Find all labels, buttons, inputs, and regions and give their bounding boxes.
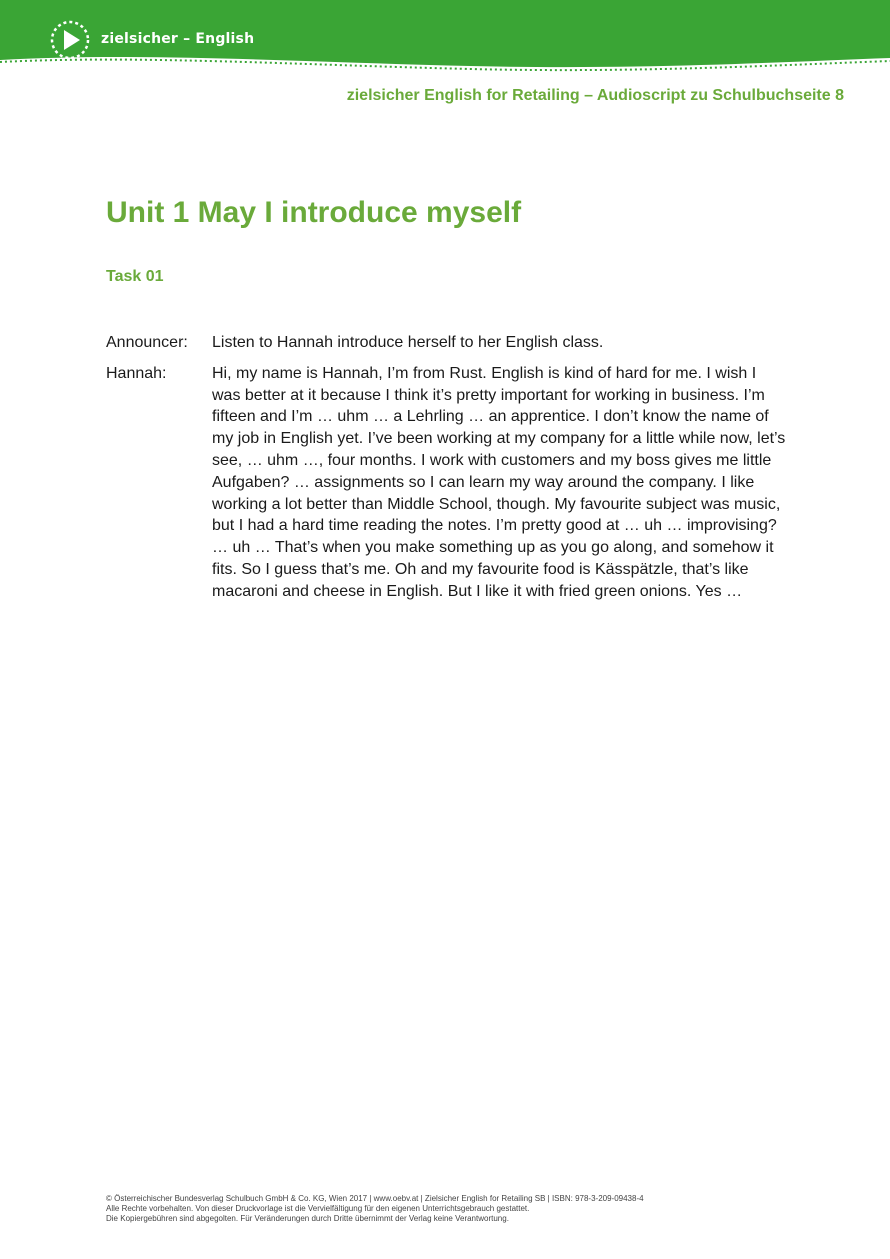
footer-line: Die Kopiergebühren sind abgegolten. Für Veränderungen durch Dritte übernimmt der Verlag keine Verantwortung. xyxy=(106,1214,509,1223)
speech-text: Hi, my name is Hannah, I’m from Rust. English is kind of hard for me. I wish I was better at it because I think it’s pretty important for working in business. I’m fifteen and I’m … uhm … a Lehrling … an apprentice. I don’t know the name of my job in English yet. I’ve been working at my company for a little while now, let’s see, … uhm …, four months. I work with customers and my boss gives me little Aufgaben? … assignments so I can learn my way around the company. I like working a lot better than Middle School, though. My favourite subject was music, but I had a hard time reading the notes. I’m pretty good at … uh … improvising? … uh … That’s when you make something up as you go along, and somehow it fits. So I guess that’s me. Oh and my favourite food is Kässpätzle, that’s like macaroni and cheese in English. But I like it with fried green onions. Yes … xyxy=(212,364,786,600)
dialogue xyxy=(106,332,786,612)
dialogue-line-announcer xyxy=(106,332,786,354)
brand-banner xyxy=(0,0,890,80)
dialogue-line-hannah xyxy=(106,363,786,603)
play-icon xyxy=(50,20,90,60)
copyright-footer xyxy=(106,1194,826,1224)
logo-text: zielsicher – English xyxy=(101,31,255,47)
page-header-title: zielsicher English for Retailing – Audioscript zu Schulbuchseite 8 xyxy=(346,87,844,104)
unit-title: Unit 1 May I introduce myself xyxy=(106,196,522,229)
footer-line: Alle Rechte vorbehalten. Von dieser Druckvorlage ist die Vervielfältigung für den eigenen Unterrichtsgebrauch gestattet. xyxy=(106,1204,530,1213)
task-label: Task 01 xyxy=(106,268,164,285)
footer-line: © Österreichischer Bundesverlag Schulbuch GmbH & Co. KG, Wien 2017 | www.oebv.at | Zielsicher English for Retailing SB | ISBN: 978-3-209-09438-4 xyxy=(106,1194,644,1203)
speaker-name: Hannah: xyxy=(106,364,167,382)
speaker-name: Announcer: xyxy=(106,334,188,351)
speech-text: Listen to Hannah introduce herself to her English class. xyxy=(212,334,604,351)
